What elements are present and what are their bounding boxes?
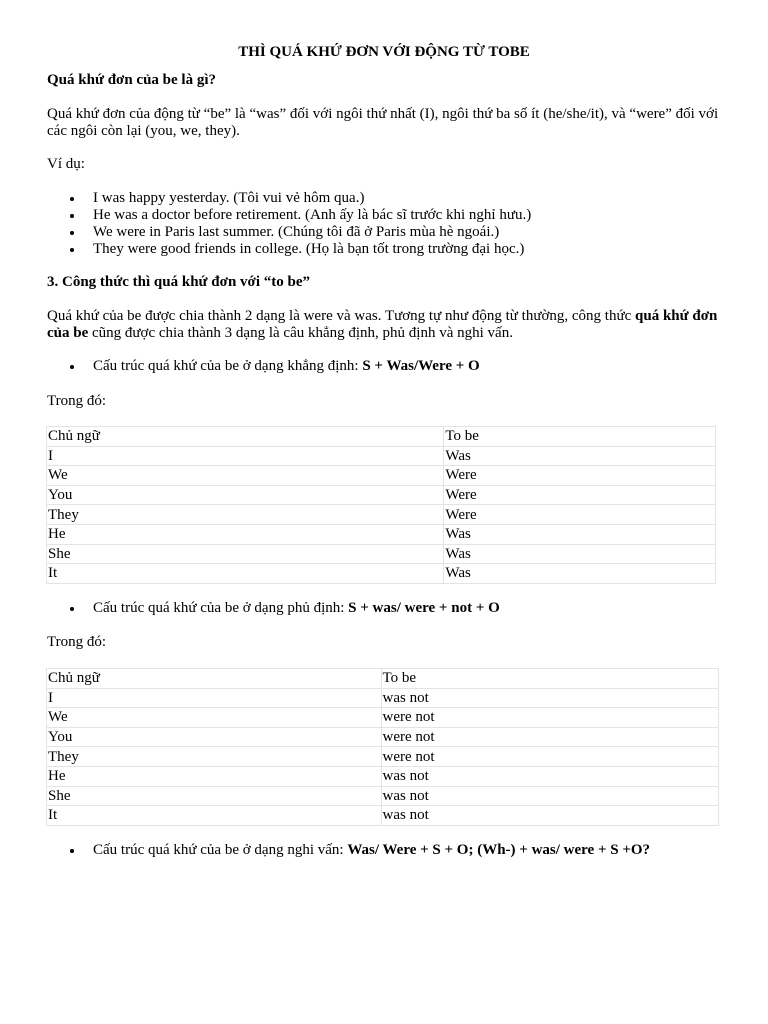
formula-intro-paragraph [47,308,722,342]
table-cell: was not [381,688,719,708]
table-cell: was not [381,806,719,826]
table-row [47,446,716,466]
table-cell: We [47,466,444,486]
table-cell: She [47,544,444,564]
negative-structure [47,600,500,617]
table-cell: were not [381,708,719,728]
list-item [47,358,480,375]
structure-formula: Was/ Were + S + O; (Wh-) + was/ were + S +O? [347,842,651,858]
section-heading-definition: Quá khứ đơn của be là gì? [47,72,217,88]
table-cell: was not [381,766,719,786]
negative-table [46,668,719,826]
table-header-row [47,669,719,689]
definition-paragraph: Quá khứ đơn của động từ “be” là “was” đối với ngôi thứ nhất (I), ngôi thứ ba số ít (he/she/it), và “were” đối với các ngôi còn lại (you, we, they). [47,106,719,139]
list-item: He was a doctor before retirement. (Anh ấy là bác sĩ trước khi nghỉ hưu.) [47,207,531,224]
structure-label: Cấu trúc quá khứ của be ở dạng khẳng định: [93,358,363,374]
table-cell: He [47,766,382,786]
table-cell: It [47,806,382,826]
structure-label: Cấu trúc quá khứ của be ở dạng phủ định: [93,600,349,616]
where-label: Trong đó: [47,393,107,409]
table-cell: They [47,505,444,525]
table-row [47,786,719,806]
table-row [47,688,719,708]
where-label: Trong đó: [47,634,107,650]
table-header-cell: To be [381,669,719,689]
table-cell: It [47,564,444,584]
section-heading-formula: 3. Công thức thì quá khứ đơn với “to be” [47,274,311,290]
table-row [47,505,716,525]
table-cell: were not [381,747,719,767]
list-item [47,600,500,617]
list-item: I was happy yesterday. (Tôi vui vẻ hôm qua.) [47,190,531,207]
intro-text-end: cũng được chia thành 3 dạng là câu khẳng định, phủ định và nghi vấn. [88,325,513,341]
table-row [47,564,716,584]
table-row [47,544,716,564]
table-row [47,727,719,747]
question-structure [47,842,650,859]
affirmative-structure [47,358,480,375]
table-cell: You [47,485,444,505]
table-cell: Were [444,505,716,525]
table-header-cell: Chủ ngữ [47,669,382,689]
list-item [47,842,650,859]
table-cell: Was [444,524,716,544]
table-cell: Was [444,544,716,564]
table-cell: Were [444,485,716,505]
table-cell: She [47,786,382,806]
list-item: We were in Paris last summer. (Chúng tôi đã ở Paris mùa hè ngoái.) [47,224,531,241]
affirmative-table [46,426,716,584]
table-cell: We [47,708,382,728]
table-row [47,485,716,505]
structure-formula: S + Was/Were + O [362,358,480,374]
table-row [47,747,719,767]
table-cell: Were [444,466,716,486]
table-header-cell: To be [444,427,716,447]
intro-text-start: Quá khứ của be được chia thành 2 dạng là were và was. Tương tự như động từ thường, công thức [47,308,636,324]
table-row [47,766,719,786]
table-row [47,466,716,486]
table-cell: I [47,446,444,466]
intro-text-bold: quá khứ đơn của be [47,308,718,341]
table-cell: You [47,727,382,747]
table-row [47,708,719,728]
document-title: THÌ QUÁ KHỨ ĐƠN VỚI ĐỘNG TỪ TOBE [238,44,530,60]
table-row [47,806,719,826]
table-cell: Was [444,446,716,466]
table-cell: was not [381,786,719,806]
table-cell: I [47,688,382,708]
structure-label: Cấu trúc quá khứ của be ở dạng nghi vấn: [93,842,348,858]
table-cell: They [47,747,382,767]
list-item: They were good friends in college. (Họ là bạn tốt trong trường đại học.) [47,241,531,258]
table-cell: Was [444,564,716,584]
structure-formula: S + was/ were + not + O [348,600,500,616]
table-header-row [47,427,716,447]
table-row [47,524,716,544]
table-cell: were not [381,727,719,747]
table-cell: He [47,524,444,544]
example-label: Ví dụ: [47,156,85,172]
example-list [47,190,531,258]
table-header-cell: Chủ ngữ [47,427,444,447]
